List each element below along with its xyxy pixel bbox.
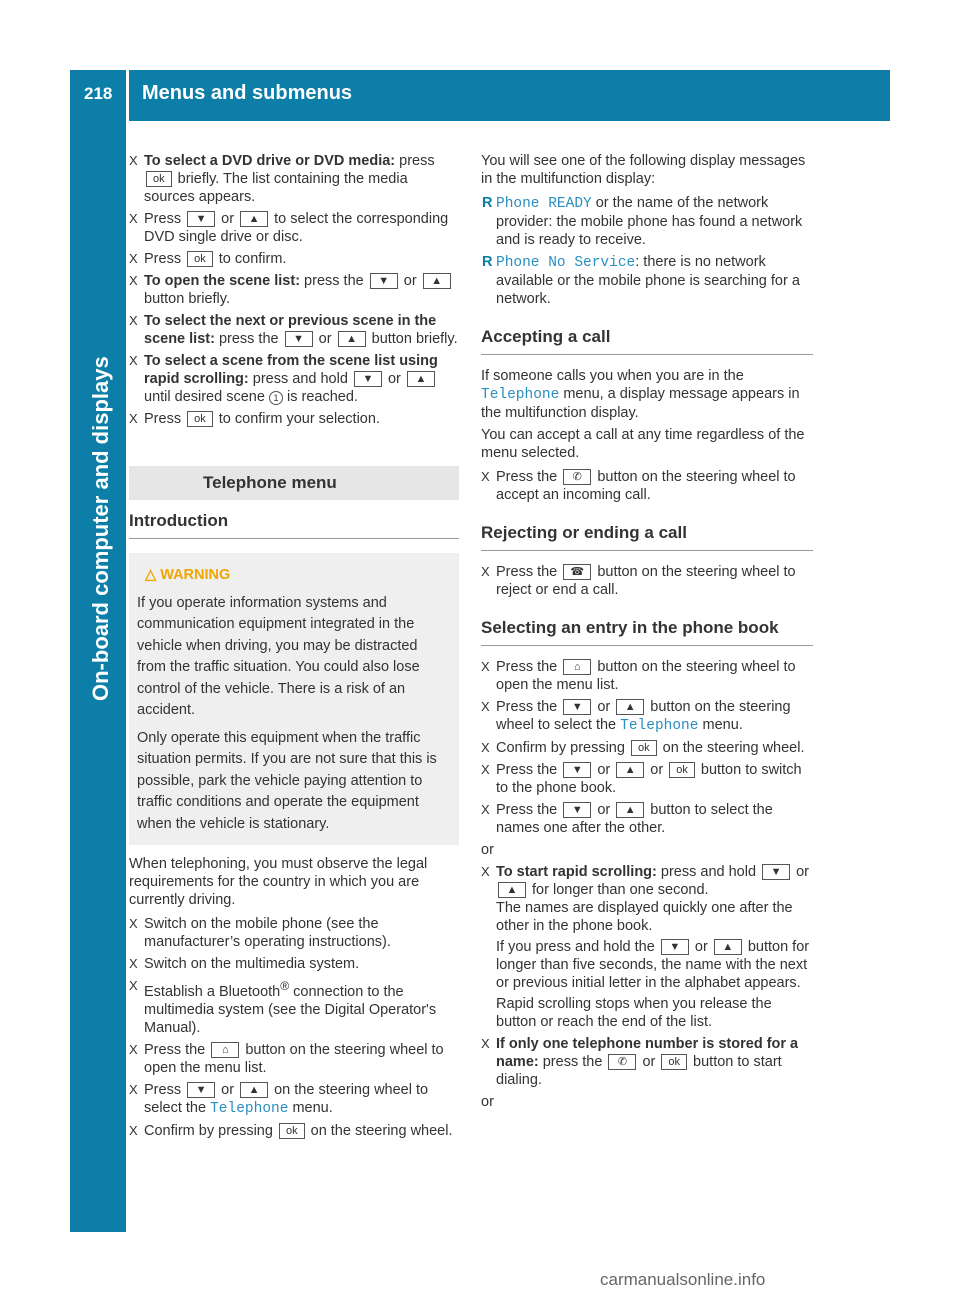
page-header	[70, 70, 890, 121]
up-key-icon: ▲	[616, 802, 644, 818]
up-key-icon: ▲	[240, 1082, 268, 1098]
step-text: on the steering wheel.	[662, 740, 805, 756]
step	[129, 312, 459, 348]
paragraph: You will see one of the following display messages in the multifunction display:	[481, 153, 806, 187]
step-bold: To select the next or previous scene in the scene list:	[144, 313, 437, 347]
step-text: until desired scene	[144, 389, 265, 405]
or-text: or	[597, 802, 611, 818]
warning-text: Only operate this equipment when the traffic situation permits. If you are not sure that this is possible, park the vehicle paying attention to traffic conditions and operate the equipment when the vehicle is stationary.	[137, 729, 437, 832]
step	[129, 1122, 459, 1140]
paragraph: You can accept a call at any time regardless of the menu selected.	[481, 427, 805, 461]
step	[129, 152, 459, 206]
step-text: Press the	[144, 1041, 206, 1058]
step-bold: To open the scene list:	[144, 273, 301, 289]
or-text: or	[318, 331, 332, 347]
step-note: Rapid scrolling stops when you release the button or reach the end of the list.	[496, 996, 772, 1030]
or-text: or	[650, 762, 664, 778]
step-text: Press the	[496, 564, 558, 580]
arrow-icon: X	[129, 153, 138, 168]
step-text: button briefly.	[144, 291, 230, 307]
or-separator: or	[481, 842, 494, 858]
step-text: Establish a Bluetooth	[144, 983, 281, 1000]
ok-key-icon: ok	[631, 740, 657, 756]
or-text: or	[694, 939, 708, 955]
display-text: Phone READY	[496, 196, 592, 212]
down-key-icon: ▼	[187, 1082, 215, 1098]
page-number: 218	[84, 84, 113, 103]
section-title: Telephone menu	[129, 466, 459, 500]
step-text: connection to the multimedia system (see the Digital Operator's Manual).	[144, 983, 437, 1036]
scene-number-icon: 1	[269, 391, 283, 405]
step-text: on the steering wheel to select the	[144, 1081, 429, 1116]
step-bold: To start rapid scrolling:	[496, 864, 657, 880]
bullet-icon: R	[482, 195, 493, 211]
arrow-icon: X	[129, 273, 138, 288]
subsection-title: Rejecting or ending a call	[481, 524, 813, 551]
warning-box	[129, 553, 459, 845]
or-separator: or	[481, 1094, 494, 1110]
or-text: or	[221, 211, 235, 227]
arrow-icon: X	[129, 353, 138, 368]
step	[129, 250, 459, 268]
warning-label: WARNING	[160, 567, 231, 583]
step-text: button on the steering wheel to reject or end a call.	[496, 564, 796, 598]
step-bold: To select a scene from the scene list using rapid scrolling:	[144, 353, 438, 387]
arrow-icon: X	[481, 740, 490, 755]
step-text: Press the	[496, 699, 558, 715]
down-key-icon: ▼	[187, 211, 215, 227]
arrow-icon: X	[481, 659, 490, 674]
or-text: or	[221, 1081, 235, 1098]
step	[129, 272, 459, 308]
paragraph-text: If someone calls you when you are in the	[481, 368, 744, 384]
subsection-title: Introduction	[129, 512, 459, 539]
step-text: press and hold	[248, 371, 348, 387]
ok-key-icon: ok	[661, 1054, 687, 1070]
down-key-icon: ▼	[370, 273, 398, 289]
page-title: Menus and submenus	[142, 82, 353, 104]
step	[481, 698, 813, 735]
arrow-icon: X	[129, 411, 138, 426]
display-text: Phone No Service	[496, 255, 636, 271]
step-text: for longer than one second.	[532, 882, 709, 898]
arrow-icon: X	[481, 802, 490, 817]
step-text: briefly. The list containing the media sources appears.	[144, 171, 408, 205]
bullet-item	[481, 253, 813, 308]
step	[481, 563, 813, 599]
warning-triangle-icon: △	[145, 567, 157, 583]
ok-key-icon: ok	[187, 411, 213, 427]
right-column	[481, 152, 813, 1115]
step	[481, 801, 813, 837]
step-text: press the	[300, 273, 364, 289]
bullet-item	[481, 194, 813, 249]
down-key-icon: ▼	[563, 699, 591, 715]
step	[481, 863, 813, 1031]
arrow-icon: X	[129, 916, 138, 931]
home-button-icon: ⌂	[563, 659, 591, 675]
paragraph-text: menu, a display message appears in the multifunction display.	[481, 386, 800, 421]
arrow-icon: X	[129, 956, 138, 971]
or-text: or	[597, 699, 611, 715]
phone-button-icon: ✆	[608, 1054, 636, 1070]
step-text: button briefly.	[371, 331, 458, 347]
step-text: Press	[144, 211, 182, 227]
step-text: button on the steering wheel to accept an incoming call.	[496, 469, 796, 503]
warning-text: If you operate information systems and communication equipment integrated in the vehicle when driving, you may be distracted from the traffic situation. You could also lose control of the vehicle. There is a risk of an accident.	[137, 594, 420, 718]
step	[129, 410, 459, 428]
arrow-icon: X	[129, 1041, 138, 1057]
step-text: Press the	[496, 469, 558, 485]
step	[129, 915, 459, 951]
step-text: Press the	[496, 659, 558, 675]
display-text: Telephone	[481, 387, 560, 403]
step	[129, 352, 459, 406]
step-text: button for longer than five seconds, the name with the next or previous initial letter in the alphabet appears.	[496, 939, 810, 991]
step-text: Press	[144, 1081, 182, 1098]
up-key-icon: ▲	[407, 371, 435, 387]
step-text: Switch on the mobile phone (see the manufacturer’s operating instructions).	[144, 916, 391, 950]
step-text: Switch on the multimedia system.	[144, 956, 360, 972]
ok-key-icon: ok	[279, 1123, 305, 1139]
down-key-icon: ▼	[354, 371, 382, 387]
step-text: Confirm by pressing	[144, 1122, 273, 1139]
arrow-icon: X	[129, 313, 138, 328]
step-text: menu.	[698, 717, 743, 733]
step-text: press the	[538, 1054, 603, 1070]
step	[481, 468, 813, 504]
arrow-icon: X	[129, 1081, 138, 1097]
step	[129, 977, 459, 1037]
step	[481, 1035, 813, 1089]
display-text: Telephone	[210, 1100, 289, 1117]
bullet-icon: R	[482, 254, 493, 270]
left-column	[129, 152, 459, 1144]
step-text: to confirm your selection.	[218, 411, 380, 427]
step-bold: To select a DVD drive or DVD media:	[144, 153, 396, 169]
up-key-icon: ▲	[498, 882, 526, 898]
arrow-icon: X	[129, 1122, 138, 1138]
down-key-icon: ▼	[762, 864, 790, 880]
step-bold: If only one telephone number is stored for a name:	[496, 1036, 799, 1070]
step-note	[496, 938, 813, 992]
down-key-icon: ▼	[563, 762, 591, 778]
paragraph	[481, 367, 813, 422]
or-text: or	[387, 371, 401, 387]
or-text: or	[642, 1054, 656, 1070]
header-divider	[126, 70, 129, 121]
or-text: or	[796, 864, 809, 880]
step-text: Press the	[496, 802, 558, 818]
arrow-icon: X	[481, 469, 490, 484]
ok-key-icon: ok	[669, 762, 695, 778]
step	[481, 739, 813, 757]
display-text: Telephone	[620, 718, 699, 734]
subsection-title: Accepting a call	[481, 328, 813, 355]
step-text: Press the	[496, 762, 558, 778]
step	[129, 1081, 459, 1118]
step-text: button on the steering wheel to open the menu list.	[496, 659, 796, 693]
step-text: button on the steering wheel to open the menu list.	[144, 1041, 444, 1076]
step	[481, 761, 813, 797]
or-text: or	[403, 273, 417, 289]
step-text: Press	[144, 411, 182, 427]
chapter-label: On-board computer and displays	[88, 356, 113, 701]
step-text: button on the steering wheel to select the	[496, 699, 791, 733]
watermark: carmanualsonline.info	[600, 1270, 766, 1289]
bullet-text: or the name of the network provider: the mobile phone has found a network and is ready to receive.	[496, 195, 803, 248]
arrow-icon: X	[129, 211, 138, 226]
step-text: to confirm.	[218, 251, 287, 267]
up-key-icon: ▲	[714, 939, 742, 955]
down-key-icon: ▼	[285, 331, 313, 347]
step-text: Confirm by pressing	[496, 740, 625, 756]
ok-key-icon: ok	[187, 251, 213, 267]
up-key-icon: ▲	[616, 762, 644, 778]
or-text: or	[597, 762, 611, 778]
up-key-icon: ▲	[423, 273, 451, 289]
step	[129, 210, 459, 246]
step-text: is reached.	[286, 389, 358, 405]
step-text: If you press and hold the	[496, 939, 655, 955]
chapter-sidebar	[70, 121, 126, 1232]
step-note: The names are displayed quickly one after the other in the phone book.	[496, 900, 793, 934]
arrow-icon: X	[129, 251, 138, 266]
phone-button-icon: ✆	[563, 469, 591, 485]
down-key-icon: ▼	[661, 939, 689, 955]
hang-up-button-icon: ☎	[563, 564, 591, 580]
step	[129, 1041, 459, 1077]
home-button-icon: ⌂	[211, 1042, 239, 1058]
registered-mark: ®	[280, 979, 290, 993]
step-text: button to switch to the phone book.	[496, 762, 802, 796]
step-text: Press	[144, 251, 182, 267]
step	[481, 658, 813, 694]
bullet-text: : there is no network available or the mobile phone is searching for a network.	[496, 254, 800, 307]
subsection-title: Selecting an entry in the phone book	[481, 619, 813, 646]
ok-key-icon: ok	[146, 171, 172, 187]
arrow-icon: X	[481, 1036, 490, 1051]
arrow-icon: X	[481, 564, 490, 579]
step-text: press the	[214, 331, 279, 347]
up-key-icon: ▲	[240, 211, 268, 227]
warning-heading	[137, 565, 449, 587]
up-key-icon: ▲	[338, 331, 366, 347]
step-text: press and hold	[656, 864, 757, 880]
step-text: button to start dialing.	[496, 1054, 782, 1088]
up-key-icon: ▲	[616, 699, 644, 715]
arrow-icon: X	[129, 978, 138, 993]
step-text: press	[395, 153, 435, 169]
step-text: button to select the names one after the other.	[496, 802, 773, 836]
arrow-icon: X	[481, 762, 490, 777]
arrow-icon: X	[481, 864, 490, 879]
step-text: menu.	[288, 1099, 333, 1116]
step	[129, 955, 459, 973]
down-key-icon: ▼	[563, 802, 591, 818]
step-text: to select the corresponding DVD single drive or disc.	[144, 211, 449, 245]
step-text: on the steering wheel.	[310, 1122, 453, 1139]
paragraph: When telephoning, you must observe the legal requirements for the country in which you are currently driving.	[129, 856, 428, 908]
arrow-icon: X	[481, 699, 490, 714]
